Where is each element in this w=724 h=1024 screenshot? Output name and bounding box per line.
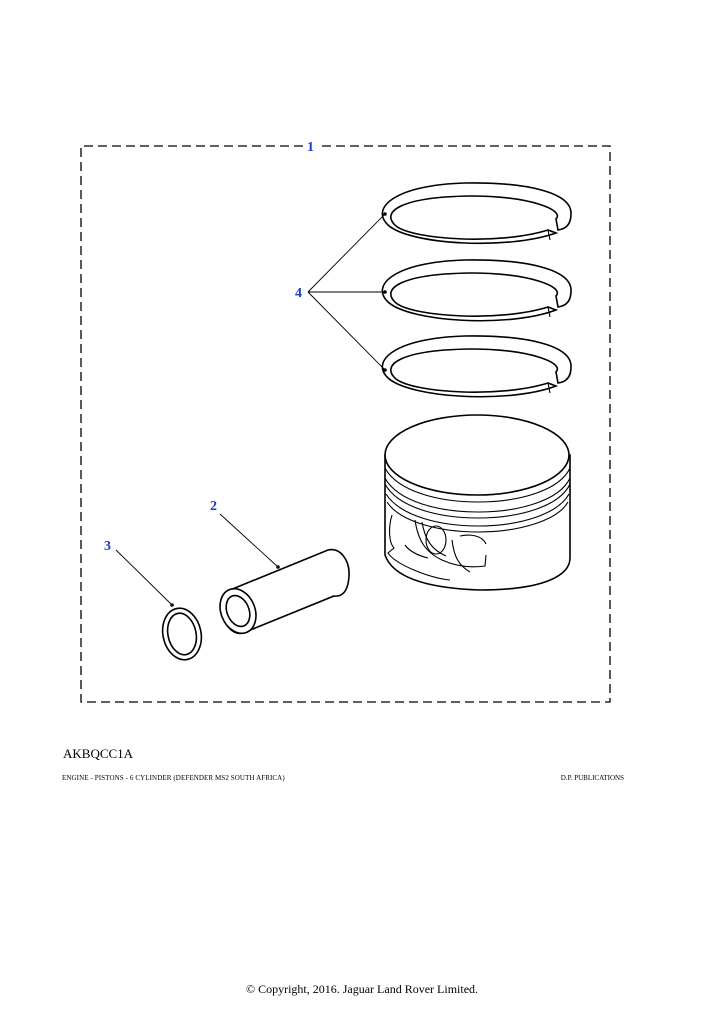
callout-4-leaders	[308, 212, 387, 372]
diagram-caption: ENGINE - PISTONS - 6 CYLINDER (DEFENDER MS2 SOUTH AFRICA)	[62, 774, 285, 782]
gudgeon-pin	[214, 550, 349, 639]
callout-2-leader	[220, 514, 278, 567]
callout-3-leader-dot	[170, 603, 174, 607]
callout-3-circlip: 3	[104, 539, 111, 554]
piston-ring-middle	[382, 260, 571, 321]
callout-1-kit: 1	[307, 140, 314, 155]
piston	[385, 415, 570, 590]
callout-2-gudgeon-pin: 2	[210, 499, 217, 514]
circlip	[158, 605, 206, 664]
callout-4-rings: 4	[295, 286, 302, 301]
callout-3-leader	[116, 550, 172, 605]
callout-2-leader-dot	[276, 565, 280, 569]
publisher-label: D.P. PUBLICATIONS	[560, 774, 624, 782]
piston-ring-top	[382, 183, 571, 243]
copyright-notice: © Copyright, 2016. Jaguar Land Rover Limited.	[245, 982, 479, 996]
illustration-code: AKBQCC1A	[63, 746, 134, 761]
piston-ring-bottom	[382, 336, 571, 397]
